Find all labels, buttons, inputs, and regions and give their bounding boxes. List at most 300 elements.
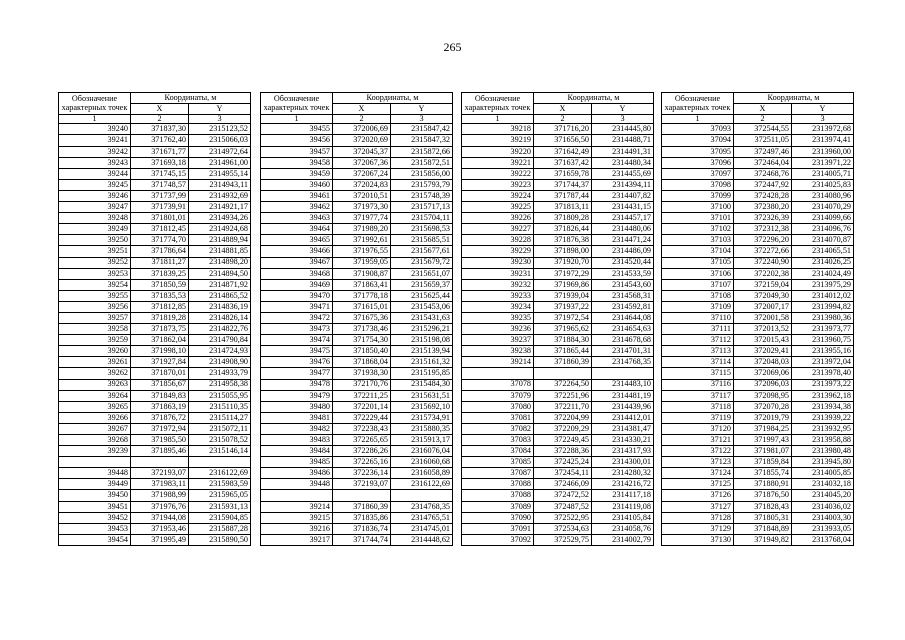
coord-x: 371642,49 <box>534 146 592 157</box>
coord-y: 2314480,34 <box>592 157 654 168</box>
coord-x: 372193,07 <box>333 479 391 490</box>
coord-x: 371805,31 <box>734 512 792 523</box>
table-row <box>261 324 453 335</box>
point-number: 39477 <box>261 368 333 379</box>
point-number: 39467 <box>261 257 333 268</box>
coord-y: 2313960,75 <box>792 335 854 346</box>
table-row <box>59 457 251 468</box>
coord-y: 2313974,41 <box>792 135 854 146</box>
coord-x: 372251,96 <box>534 390 592 401</box>
point-number: 37114 <box>662 357 734 368</box>
coord-x: 372272,66 <box>734 246 792 257</box>
coord-x: 371754,30 <box>333 335 391 346</box>
table-row <box>662 246 854 257</box>
coord-x: 371992,61 <box>333 235 391 246</box>
coord-x: 371944,08 <box>131 512 189 523</box>
coord-y: 2314765,51 <box>391 512 453 523</box>
coord-x: 372211,70 <box>534 401 592 412</box>
table-row <box>462 301 654 312</box>
coord-y: 2314932,69 <box>189 190 251 201</box>
point-number: 39222 <box>462 168 534 179</box>
point-number: 37082 <box>462 423 534 434</box>
coord-x: 371868,04 <box>333 357 391 368</box>
header-x: X <box>333 104 391 115</box>
table-row <box>462 401 654 412</box>
point-number: 39450 <box>59 490 131 501</box>
coord-y: 2314488,71 <box>592 135 654 146</box>
table-row <box>261 423 453 434</box>
table-row <box>462 534 654 545</box>
table-row <box>462 257 654 268</box>
coord-x: 372466,09 <box>534 479 592 490</box>
coord-y: 2314080,96 <box>792 190 854 201</box>
table-row <box>462 346 654 357</box>
coord-y: 2314898,20 <box>189 257 251 268</box>
coord-x <box>131 457 189 468</box>
table-row <box>462 235 654 246</box>
coord-x: 372296,20 <box>734 235 792 246</box>
table-row <box>462 190 654 201</box>
coord-x: 371863,41 <box>333 279 391 290</box>
coord-x: 371615,01 <box>333 301 391 312</box>
table-row <box>462 324 654 335</box>
table-row <box>662 446 854 457</box>
point-number: 39469 <box>261 279 333 290</box>
point-number: 39451 <box>59 501 131 512</box>
coord-y: 2315847,32 <box>391 135 453 146</box>
point-number: 39240 <box>59 124 131 135</box>
point-number: 39230 <box>462 257 534 268</box>
table-row <box>662 168 854 179</box>
coord-y: 2315677,61 <box>391 246 453 257</box>
point-number: 37088 <box>462 490 534 501</box>
coord-x: 372024,83 <box>333 179 391 190</box>
point-number: 37091 <box>462 523 534 534</box>
point-number: 39260 <box>59 346 131 357</box>
coord-y: 2315296,21 <box>391 324 453 335</box>
coord-x: 371656,50 <box>534 135 592 146</box>
coord-x: 372098,95 <box>734 390 792 401</box>
coord-x: 371774,70 <box>131 235 189 246</box>
point-number <box>462 368 534 379</box>
coord-x: 372511,05 <box>734 135 792 146</box>
header-x: X <box>534 104 592 115</box>
table-row <box>462 479 654 490</box>
coord-y: 2313934,38 <box>792 401 854 412</box>
coord-y: 2315484,30 <box>391 379 453 390</box>
table-row <box>662 435 854 446</box>
point-number: 39456 <box>261 135 333 146</box>
coord-y: 2313980,48 <box>792 446 854 457</box>
coord-y: 2314117,18 <box>592 490 654 501</box>
table-row <box>59 202 251 213</box>
table-row <box>59 279 251 290</box>
point-number: 37084 <box>462 446 534 457</box>
point-number: 39236 <box>462 324 534 335</box>
coord-y: 2314543,60 <box>592 279 654 290</box>
coord-y: 2314644,08 <box>592 312 654 323</box>
coord-x: 371969,86 <box>534 279 592 290</box>
table-row <box>261 490 453 501</box>
point-number: 39448 <box>59 468 131 479</box>
coord-y: 2315872,66 <box>391 146 453 157</box>
coord-x: 371997,43 <box>734 435 792 446</box>
coord-y: 2314481,19 <box>592 390 654 401</box>
coord-x: 372049,30 <box>734 290 792 301</box>
coord-x: 371949,82 <box>734 534 792 545</box>
point-number: 37119 <box>662 412 734 423</box>
point-number: 39486 <box>261 468 333 479</box>
point-number: 37106 <box>662 268 734 279</box>
point-number: 37116 <box>662 379 734 390</box>
point-number: 39464 <box>261 224 333 235</box>
point-number: 39475 <box>261 346 333 357</box>
coord-y: 2315793,79 <box>391 179 453 190</box>
coord-y: 2314480,06 <box>592 224 654 235</box>
coord-x: 371801,01 <box>131 213 189 224</box>
coord-y: 2314568,31 <box>592 290 654 301</box>
coord-y: 2315983,59 <box>189 479 251 490</box>
column-number: 2 <box>534 115 592 124</box>
table-row <box>462 423 654 434</box>
coord-x: 372238,43 <box>333 423 391 434</box>
point-number: 39482 <box>261 423 333 434</box>
coord-x: 371671,77 <box>131 146 189 157</box>
coord-y: 2316076,04 <box>391 446 453 457</box>
point-number: 39241 <box>59 135 131 146</box>
point-number: 37111 <box>662 324 734 335</box>
point-number <box>59 457 131 468</box>
coord-x: 372544,55 <box>734 124 792 135</box>
coord-y: 2315195,85 <box>391 368 453 379</box>
coord-y: 2314300,01 <box>592 457 654 468</box>
coord-y: 2314768,35 <box>391 501 453 512</box>
coord-y: 2314790,84 <box>189 335 251 346</box>
coord-x: 372265,65 <box>333 435 391 446</box>
coord-x: 371856,67 <box>131 379 189 390</box>
coord-x: 372211,25 <box>333 390 391 401</box>
coord-y: 2315734,91 <box>391 412 453 423</box>
coord-x: 371849,83 <box>131 390 189 401</box>
coord-y: 2314471,24 <box>592 235 654 246</box>
table-row <box>662 157 854 168</box>
table-row <box>59 390 251 401</box>
point-number: 37112 <box>662 335 734 346</box>
point-number: 39461 <box>261 190 333 201</box>
table-row <box>59 312 251 323</box>
coord-x: 371977,74 <box>333 213 391 224</box>
point-number: 39479 <box>261 390 333 401</box>
point-number: 39225 <box>462 202 534 213</box>
point-number: 37101 <box>662 213 734 224</box>
coord-y <box>391 490 453 501</box>
table-row <box>261 357 453 368</box>
coord-x: 371863,19 <box>131 401 189 412</box>
table-row <box>59 246 251 257</box>
point-number: 37092 <box>462 534 534 545</box>
coord-x: 371828,43 <box>734 501 792 512</box>
coord-x: 372029,41 <box>734 346 792 357</box>
coord-y: 2314065,51 <box>792 246 854 257</box>
coord-y: 2314865,52 <box>189 290 251 301</box>
coord-y: 2313978,40 <box>792 368 854 379</box>
coord-x: 371995,49 <box>131 534 189 545</box>
point-number: 37128 <box>662 512 734 523</box>
column-number: 2 <box>333 115 391 124</box>
point-number: 39252 <box>59 257 131 268</box>
table-row <box>462 490 654 501</box>
table-row <box>462 335 654 346</box>
table-row <box>662 457 854 468</box>
table-row <box>261 213 453 224</box>
coord-y: 2315913,17 <box>391 435 453 446</box>
coord-x: 371973,30 <box>333 202 391 213</box>
table-row <box>261 312 453 323</box>
table-row <box>59 435 251 446</box>
table-row <box>59 468 251 479</box>
point-number: 39262 <box>59 368 131 379</box>
coord-y: 2314520,44 <box>592 257 654 268</box>
table-row <box>59 235 251 246</box>
point-number: 39463 <box>261 213 333 224</box>
point-number: 37104 <box>662 246 734 257</box>
coord-x: 371859,84 <box>734 457 792 468</box>
coord-y: 2314119,08 <box>592 501 654 512</box>
table-row <box>462 135 654 146</box>
point-number: 37098 <box>662 179 734 190</box>
point-number: 39239 <box>59 446 131 457</box>
coord-x: 371659,78 <box>534 168 592 179</box>
coord-y: 2313939,22 <box>792 412 854 423</box>
table-row <box>59 301 251 312</box>
coord-x: 371972,29 <box>534 268 592 279</box>
table-row <box>261 179 453 190</box>
table-row <box>59 190 251 201</box>
table-row <box>662 124 854 135</box>
point-number: 37103 <box>662 235 734 246</box>
point-number: 39449 <box>59 479 131 490</box>
coord-x: 372019,79 <box>734 412 792 423</box>
point-number: 39466 <box>261 246 333 257</box>
coord-x: 372069,06 <box>734 368 792 379</box>
table-row <box>462 390 654 401</box>
coord-x: 371908,87 <box>333 268 391 279</box>
point-number: 37118 <box>662 401 734 412</box>
point-number: 37126 <box>662 490 734 501</box>
coord-y: 2314894,50 <box>189 268 251 279</box>
coord-x: 371716,20 <box>534 124 592 135</box>
column-number: 2 <box>131 115 189 124</box>
table-row <box>662 179 854 190</box>
coord-x: 372497,46 <box>734 146 792 157</box>
coord-x: 371953,46 <box>131 523 189 534</box>
point-number: 39452 <box>59 512 131 523</box>
point-number: 37122 <box>662 446 734 457</box>
table-row <box>261 379 453 390</box>
coord-x: 371737,99 <box>131 190 189 201</box>
coord-x: 371988,99 <box>131 490 189 501</box>
point-number: 39244 <box>59 168 131 179</box>
point-number: 39266 <box>59 412 131 423</box>
point-number: 39214 <box>261 501 333 512</box>
coord-x <box>333 490 391 501</box>
table-row <box>261 512 453 523</box>
table-row <box>662 501 854 512</box>
table-row <box>261 301 453 312</box>
table-row <box>261 268 453 279</box>
table-row <box>59 124 251 135</box>
coordinates-table-3 <box>461 92 654 546</box>
table-row <box>261 224 453 235</box>
point-number: 39216 <box>261 523 333 534</box>
point-number: 39223 <box>462 179 534 190</box>
coord-y: 2316058,89 <box>391 468 453 479</box>
coord-y: 2315631,51 <box>391 390 453 401</box>
coord-x: 372288,36 <box>534 446 592 457</box>
point-number: 39256 <box>59 301 131 312</box>
table-row <box>462 246 654 257</box>
coord-y: 2314024,49 <box>792 268 854 279</box>
coord-x: 371998,10 <box>131 346 189 357</box>
coord-y: 2314455,69 <box>592 168 654 179</box>
coord-y: 2315123,52 <box>189 124 251 135</box>
table-row <box>261 435 453 446</box>
header-y: Y <box>592 104 654 115</box>
table-row <box>261 157 453 168</box>
point-number: 39484 <box>261 446 333 457</box>
coord-y: 2314934,26 <box>189 213 251 224</box>
coord-x: 372468,76 <box>734 168 792 179</box>
coord-x: 371811,27 <box>131 257 189 268</box>
coord-x <box>534 368 592 379</box>
table-row <box>59 501 251 512</box>
coord-x: 371855,74 <box>734 468 792 479</box>
coord-x: 371876,50 <box>734 490 792 501</box>
coord-x: 371748,57 <box>131 179 189 190</box>
coord-x: 371895,46 <box>131 446 189 457</box>
table-row <box>261 168 453 179</box>
coord-x: 371959,05 <box>333 257 391 268</box>
coord-x: 371939,04 <box>534 290 592 301</box>
coord-y: 2313972,68 <box>792 124 854 135</box>
point-number: 39476 <box>261 357 333 368</box>
coord-y: 2313932,95 <box>792 423 854 434</box>
coord-y: 2314407,82 <box>592 190 654 201</box>
coord-y: 2314216,72 <box>592 479 654 490</box>
coord-y: 2314412,01 <box>592 412 654 423</box>
point-number: 39459 <box>261 168 333 179</box>
table-row <box>59 523 251 534</box>
point-number: 37117 <box>662 390 734 401</box>
point-number: 39242 <box>59 146 131 157</box>
coord-x: 372472,52 <box>534 490 592 501</box>
point-number: 39471 <box>261 301 333 312</box>
coordinates-table-1 <box>58 92 251 546</box>
table-row <box>662 268 854 279</box>
point-number: 37085 <box>462 457 534 468</box>
coord-x: 372447,92 <box>734 179 792 190</box>
table-row <box>261 346 453 357</box>
point-number: 37120 <box>662 423 734 434</box>
column-number: 1 <box>662 115 734 124</box>
coord-x: 371787,44 <box>534 190 592 201</box>
table-row <box>662 357 854 368</box>
table-row <box>261 335 453 346</box>
table-row <box>261 390 453 401</box>
coord-x: 372201,14 <box>333 401 391 412</box>
coord-y: 2315698,53 <box>391 224 453 235</box>
coord-x: 372286,26 <box>333 446 391 457</box>
table-row <box>59 346 251 357</box>
coord-y: 2314096,76 <box>792 224 854 235</box>
coord-x: 371762,40 <box>131 135 189 146</box>
point-number: 39480 <box>261 401 333 412</box>
table-row <box>662 479 854 490</box>
coord-y: 2314381,47 <box>592 423 654 434</box>
table-row <box>59 290 251 301</box>
coord-x: 371972,94 <box>131 423 189 434</box>
table-row <box>462 512 654 523</box>
coord-y: 2314280,32 <box>592 468 654 479</box>
coord-x: 371819,28 <box>131 312 189 323</box>
point-number: 39460 <box>261 179 333 190</box>
table-row <box>662 312 854 323</box>
coord-y: 2316122,69 <box>391 479 453 490</box>
point-number: 39474 <box>261 335 333 346</box>
coord-y: 2315198,08 <box>391 335 453 346</box>
table-row <box>59 168 251 179</box>
coord-x: 371972,54 <box>534 312 592 323</box>
coord-y: 2314445,80 <box>592 124 654 135</box>
point-number: 37081 <box>462 412 534 423</box>
point-number: 39457 <box>261 146 333 157</box>
table-row <box>59 135 251 146</box>
coord-y: 2314961,00 <box>189 157 251 168</box>
coord-y: 2314881,85 <box>189 246 251 257</box>
point-number: 39468 <box>261 268 333 279</box>
point-number: 39235 <box>462 312 534 323</box>
coord-y: 2314002,79 <box>592 534 654 545</box>
coord-y: 2315856,00 <box>391 168 453 179</box>
coord-x: 372464,04 <box>734 157 792 168</box>
coord-y: 2314889,94 <box>189 235 251 246</box>
table-row <box>59 512 251 523</box>
coord-y: 2314921,17 <box>189 202 251 213</box>
coord-x: 372007,17 <box>734 301 792 312</box>
table-row <box>462 279 654 290</box>
coord-x: 371927,84 <box>131 357 189 368</box>
table-row <box>462 435 654 446</box>
point-number: 39483 <box>261 435 333 446</box>
coord-y: 2313958,88 <box>792 435 854 446</box>
coord-y: 2315890,50 <box>189 534 251 545</box>
coordinates-table-4 <box>661 92 854 546</box>
point-number: 37115 <box>662 368 734 379</box>
point-number: 37107 <box>662 279 734 290</box>
table-row <box>261 534 453 545</box>
coord-x: 371873,75 <box>131 324 189 335</box>
point-number: 37105 <box>662 257 734 268</box>
point-number: 39224 <box>462 190 534 201</box>
table-row <box>462 124 654 135</box>
table-row <box>462 357 654 368</box>
header-coordinates: Координаты, м <box>333 93 453 104</box>
column-number: 3 <box>391 115 453 124</box>
coord-y: 2315114,27 <box>189 412 251 423</box>
coord-x: 372020,69 <box>333 135 391 146</box>
coord-x: 371920,70 <box>534 257 592 268</box>
table-row <box>462 157 654 168</box>
